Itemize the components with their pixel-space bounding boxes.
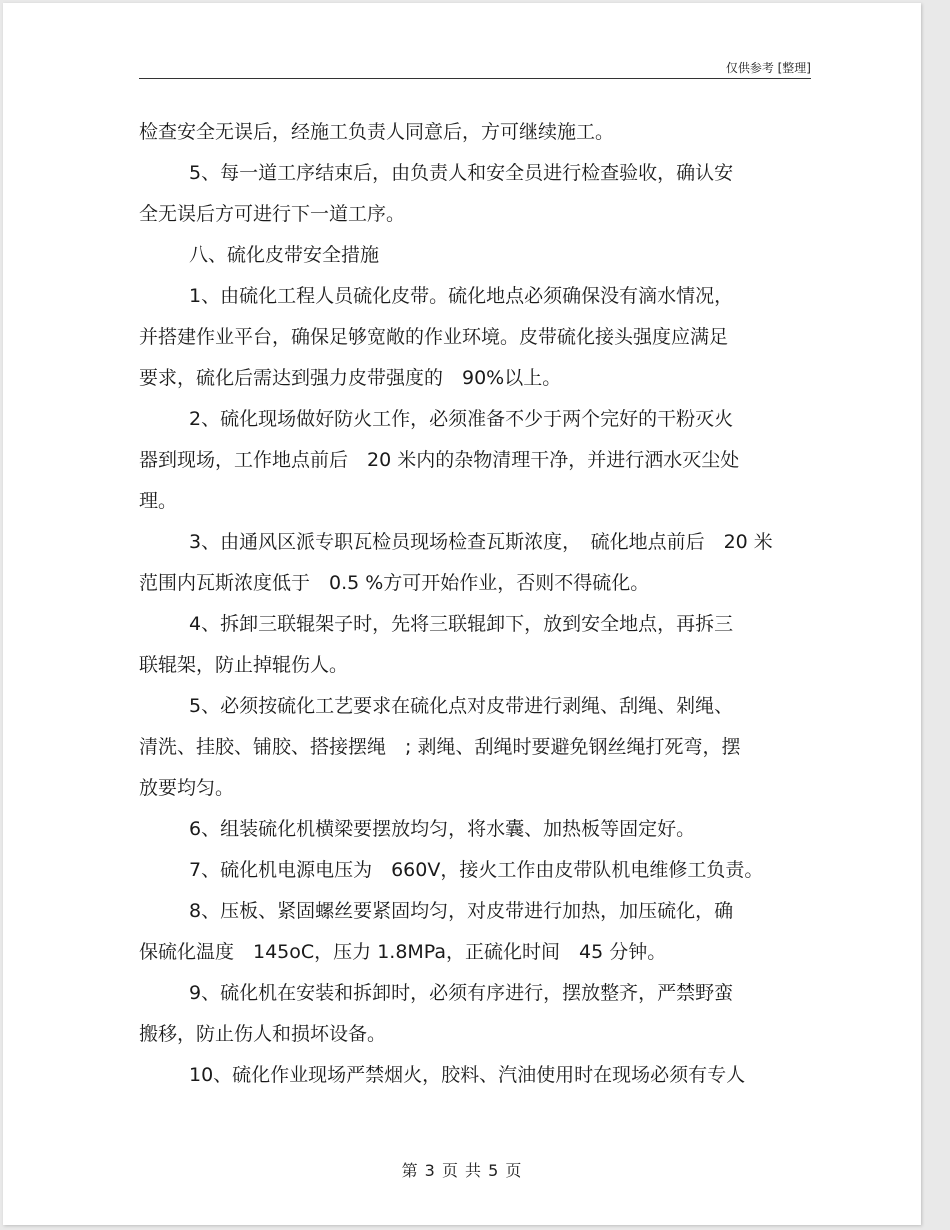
text-line: 搬移，防止伤人和损坏设备。	[139, 1023, 387, 1045]
header-divider	[139, 78, 811, 79]
text-line: 全无误后方可进行下一道工序。	[139, 203, 406, 225]
text-line: 并搭建作业平台，确保足够宽敞的作业环境。皮带硫化接头强度应满足	[139, 326, 729, 348]
text-line: 2、硫化现场做好防火工作，必须准备不少于两个完好的干粉灭火	[189, 408, 734, 430]
text-line: 理。	[139, 490, 178, 512]
text-line: 清洗、挂胶、铺胶、搭接摆绳 ; 剥绳、刮绳时要避免钢丝绳打死弯，摆	[139, 736, 741, 758]
text-line: 联辊架，防止掉辊伤人。	[139, 654, 349, 676]
text-line: 1、由硫化工程人员硫化皮带。硫化地点必须确保没有滴水情况，	[189, 285, 734, 307]
text-line: 3、由通风区派专职瓦检员现场检查瓦斯浓度， 硫化地点前后 20 米	[189, 531, 773, 553]
body-text	[139, 112, 819, 1096]
text-line: 9、硫化机在安装和拆卸时，必须有序进行，摆放整齐，严禁野蛮	[189, 982, 734, 1004]
header-note: 仅供参考 [整理]	[725, 61, 811, 75]
document-page	[3, 3, 921, 1225]
text-line: 7、硫化机电源电压为 660V，接火工作由皮带队机电维修工负责。	[189, 859, 764, 881]
text-line: 5、每一道工序结束后，由负责人和安全员进行检查验收，确认安	[189, 162, 734, 184]
text-line: 4、拆卸三联辊架子时，先将三联辊卸下，放到安全地点，再拆三	[189, 613, 734, 635]
text-line: 八、硫化皮带安全措施	[189, 244, 380, 266]
text-line: 8、压板、紧固螺丝要紧固均匀，对皮带进行加热，加压硫化，确	[189, 900, 734, 922]
text-line: 器到现场，工作地点前后 20 米内的杂物清理干净，并进行洒水灭尘处	[139, 449, 740, 471]
text-line: 保硫化温度 145oC，压力 1.8MPa，正硫化时间 45 分钟。	[139, 941, 667, 963]
text-line: 放要均匀。	[139, 777, 235, 799]
page-number: 第 3 页 共 5 页	[401, 1161, 523, 1180]
text-line: 要求，硫化后需达到强力皮带强度的 90%以上。	[139, 367, 562, 389]
text-line: 10、硫化作业现场严禁烟火，胶料、汽油使用时在现场必须有专人	[189, 1064, 746, 1086]
text-line: 5、必须按硫化工艺要求在硫化点对皮带进行剥绳、刮绳、剁绳、	[189, 695, 734, 717]
text-line: 检查安全无误后，经施工负责人同意后，方可继续施工。	[139, 121, 615, 143]
text-line: 6、组装硫化机横梁要摆放均匀，将水囊、加热板等固定好。	[189, 818, 696, 840]
text-line: 范围内瓦斯浓度低于 0.5 %方可开始作业，否则不得硫化。	[139, 572, 650, 594]
